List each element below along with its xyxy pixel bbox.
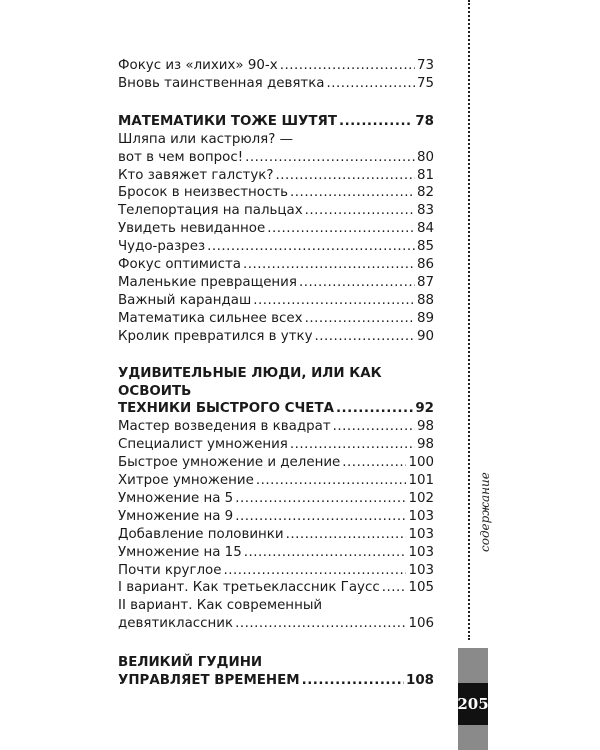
toc-entry-title: Вновь таинственная девятка	[118, 75, 325, 91]
toc-entry-page: 75	[416, 75, 434, 91]
section-heading-page: 78	[415, 113, 434, 129]
toc-entry-title: Бросок в неизвестность	[118, 185, 289, 201]
toc-entry[interactable]	[118, 472, 434, 490]
leader-dots	[280, 57, 415, 75]
toc-entry[interactable]	[118, 597, 434, 633]
toc-entry-page: 103	[408, 526, 434, 542]
toc-entry-page: 86	[416, 257, 434, 273]
toc-entry[interactable]	[118, 202, 434, 220]
section-heading-title: УПРАВЛЯЕТ ВРЕМЕНЕМ	[118, 673, 300, 689]
toc-entry-title: Почти круглое	[118, 562, 222, 578]
toc-entry[interactable]	[118, 220, 434, 238]
toc-entry-page: 106	[408, 616, 434, 632]
page-number: 205	[458, 683, 488, 725]
leader-dots	[256, 472, 407, 490]
leader-dots	[327, 75, 415, 93]
toc-entry[interactable]	[118, 490, 434, 508]
toc-entry-title: девятиклассник	[118, 616, 234, 632]
toc-entry[interactable]	[118, 526, 434, 544]
leader-dots	[235, 615, 406, 633]
toc-entry-title: Важный карандаш	[118, 292, 252, 308]
leader-dots	[235, 490, 406, 508]
toc-entry-title: Быстрое умножение и деление	[118, 455, 341, 471]
toc-section-heading[interactable]	[118, 365, 434, 419]
section-heading-page: 92	[415, 401, 434, 417]
section-heading-page: 108	[406, 673, 434, 689]
toc-entry[interactable]	[118, 454, 434, 472]
toc-entry-page: 88	[416, 292, 434, 308]
leader-dots	[302, 672, 404, 690]
dotted-divider	[468, 0, 470, 640]
toc-entry-page: 101	[408, 473, 434, 489]
toc-entry-title: Умножение на 9	[118, 508, 234, 524]
leader-dots	[253, 292, 415, 310]
leader-dots	[275, 167, 414, 185]
toc-entry-page: 87	[416, 274, 434, 290]
toc-entry[interactable]	[118, 131, 434, 167]
leader-dots	[243, 256, 415, 274]
toc-entry-title: Чудо-разрез	[118, 239, 206, 255]
leader-dots	[245, 149, 415, 167]
toc-entry-page: 103	[408, 562, 434, 578]
toc-entry[interactable]	[118, 184, 434, 202]
leader-dots	[382, 579, 407, 597]
toc-entry[interactable]	[118, 328, 434, 346]
toc-entry[interactable]	[118, 167, 434, 185]
toc-entry[interactable]	[118, 292, 434, 310]
leader-dots	[235, 508, 406, 526]
toc-entry-title: Умножение на 15	[118, 544, 242, 560]
leader-dots	[305, 202, 415, 220]
toc-entry-title: Кролик превратился в утку	[118, 328, 313, 344]
leader-dots	[339, 113, 413, 131]
toc-entry-title: Хитрое умножение	[118, 473, 254, 489]
toc-entry-title: Добавление половинки	[118, 526, 284, 542]
toc-entry-page: 105	[408, 580, 434, 596]
leader-dots	[223, 562, 406, 580]
toc-entry-page: 73	[416, 58, 434, 73]
toc-entry[interactable]	[118, 418, 434, 436]
toc-entry[interactable]	[118, 544, 434, 562]
leader-dots	[333, 418, 415, 436]
toc-entry-title: Увидеть невиданное	[118, 221, 266, 237]
toc-entry[interactable]	[118, 274, 434, 292]
toc-entry[interactable]	[118, 75, 434, 93]
leader-dots	[244, 544, 407, 562]
toc-entry-page: 103	[408, 508, 434, 524]
toc-entry[interactable]	[118, 562, 434, 580]
toc-entry-title: Маленькие превращения	[118, 274, 297, 290]
toc-entry-title: Телепортация на пальцах	[118, 203, 303, 219]
leader-dots	[336, 400, 413, 418]
toc-entry-page: 100	[408, 455, 434, 471]
toc-entry-title: Фокус оптимиста	[118, 257, 241, 273]
toc-entry[interactable]	[118, 579, 434, 597]
toc-entry-page: 89	[416, 310, 434, 326]
toc-section-heading[interactable]	[118, 113, 434, 131]
toc-entry-title: вот в чем вопрос!	[118, 149, 244, 165]
section-heading-line1: УДИВИТЕЛЬНЫЕ ЛЮДИ, ИЛИ КАК ОСВОИТЬ	[118, 365, 382, 399]
toc-entry-page: 81	[416, 167, 434, 183]
toc-entry-page: 103	[408, 544, 434, 560]
leader-dots	[286, 526, 407, 544]
toc-entry-page: 102	[408, 490, 434, 506]
toc-entry[interactable]	[118, 508, 434, 526]
section-heading-title: ТЕХНИКИ БЫСТРОГО СЧЕТА	[118, 401, 334, 417]
toc-entry-title: Математика сильнее всех	[118, 310, 303, 326]
leader-dots	[299, 274, 415, 292]
toc-entry-page: 83	[416, 203, 434, 219]
toc-entry-title: Мастер возведения в квадрат	[118, 419, 331, 435]
toc-entry-page: 84	[416, 221, 434, 237]
toc-entry-page: 85	[416, 239, 434, 255]
toc-entry[interactable]	[118, 238, 434, 256]
toc-entry-title-line1: Шляпа или кастрюля? —	[118, 131, 293, 147]
leader-dots	[315, 328, 415, 346]
leader-dots	[207, 238, 415, 256]
leader-dots	[267, 220, 415, 238]
toc-entry-title: Кто завяжет галстук?	[118, 167, 274, 183]
toc-entry-title: Фокус из «лихих» 90-х	[118, 58, 278, 73]
leader-dots	[305, 310, 415, 328]
toc-entry-title: Специалист умножения	[118, 437, 288, 453]
leader-dots	[290, 184, 415, 202]
toc-entry[interactable]	[118, 310, 434, 328]
section-heading-title: МАТЕМАТИКИ ТОЖЕ ШУТЯТ	[118, 113, 337, 129]
table-of-contents	[118, 57, 434, 690]
leader-dots	[342, 454, 406, 472]
toc-entry[interactable]	[118, 436, 434, 454]
toc-entry-page: 82	[416, 185, 434, 201]
toc-entry-title: I вариант. Как третьеклассник Гаусс	[118, 580, 380, 596]
toc-entry-page: 80	[416, 149, 434, 165]
sidebar-section-label: содержание	[478, 472, 492, 552]
toc-entry-title: Умножение на 5	[118, 490, 234, 506]
toc-entry-title-line1: II вариант. Как современный	[118, 598, 323, 614]
toc-entry-page: 98	[416, 437, 434, 453]
toc-entry-page: 98	[416, 419, 434, 435]
section-heading-line1: ВЕЛИКИЙ ГУДИНИ	[118, 655, 263, 671]
leader-dots	[290, 436, 415, 454]
toc-entry-page: 90	[416, 328, 434, 344]
toc-entry[interactable]	[118, 256, 434, 274]
toc-section-heading[interactable]	[118, 654, 434, 690]
toc-entry[interactable]	[118, 57, 434, 75]
